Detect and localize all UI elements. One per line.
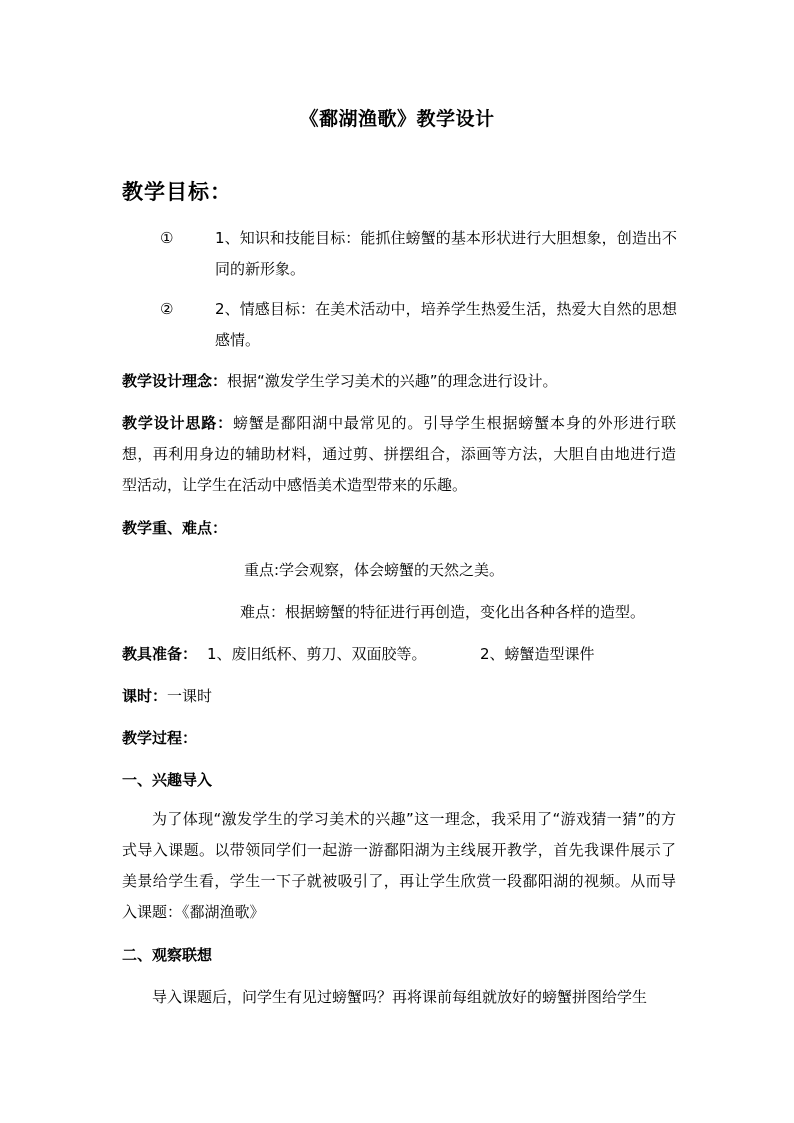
class-hours-text: 一课时 bbox=[167, 687, 213, 705]
design-approach bbox=[122, 408, 676, 501]
step-heading: 二、观察联想 bbox=[122, 946, 213, 964]
process-heading: 教学过程： bbox=[122, 729, 198, 747]
materials-item-2: 2、螃蟹造型课件 bbox=[480, 645, 595, 663]
goals-heading: 教学目标： bbox=[122, 180, 232, 204]
materials-label: 教具准备： bbox=[122, 645, 198, 663]
step-heading: 一、兴趣导入 bbox=[122, 771, 213, 789]
design-approach-label: 教学设计思路： bbox=[122, 414, 233, 432]
design-concept-label: 教学设计理念： bbox=[122, 372, 228, 390]
design-concept-text: 根据“激发学生学习美术的兴趣”的理念进行设计。 bbox=[227, 372, 558, 390]
goal-marker: ① bbox=[160, 229, 174, 247]
design-concept bbox=[122, 366, 676, 397]
class-hours bbox=[122, 681, 212, 712]
step-text: 为了体现“激发学生的学习美术的兴趣”这一理念，我采用了“游戏猜一猜”的方式导入课题。以带领同学们一起游一游鄱阳湖为主线展开教学，首先我课件展示了美景给学生看，学生一下子就被吸引了，再让学生欣赏一段鄱阳湖的视频。从而导入课题：《鄱湖渔歌》 bbox=[122, 810, 676, 921]
design-approach-text: 螃蟹是鄱阳湖中最常见的。引导学生根据螃蟹本身的外形进行联想，再利用身边的辅助材料，通过剪、拼摆组合，添画等方法，大胆自由地进行造型活动，让学生在活动中感悟美术造型带来的乐趣。 bbox=[122, 414, 676, 494]
goal-text: 2、情感目标：在美术活动中，培养学生热爱生活，热爱大自然的思想感情。 bbox=[215, 300, 677, 349]
step-text: 导入课题后，问学生有见过螃蟹吗？再将课前每组就放好的螃蟹拼图给学生 bbox=[152, 988, 648, 1006]
materials-item-1: 1、废旧纸杯、剪刀、双面胶等。 bbox=[207, 645, 427, 663]
difficult-point: 难点：根据螃蟹的特征进行再创造，变化出各种各样的造型。 bbox=[240, 603, 646, 621]
materials bbox=[122, 639, 197, 670]
key-points-heading: 教学重、难点： bbox=[122, 519, 228, 537]
document-title: 《鄱湖渔歌》教学设计 bbox=[299, 108, 495, 130]
key-point: 重点:学会观察，体会螃蟹的天然之美。 bbox=[244, 561, 505, 579]
class-hours-label: 课时： bbox=[122, 687, 168, 705]
goal-text: 1、知识和技能目标：能抓住螃蟹的基本形状进行大胆想象，创造出不同的新形象。 bbox=[215, 229, 677, 278]
goal-marker: ② bbox=[160, 300, 174, 318]
